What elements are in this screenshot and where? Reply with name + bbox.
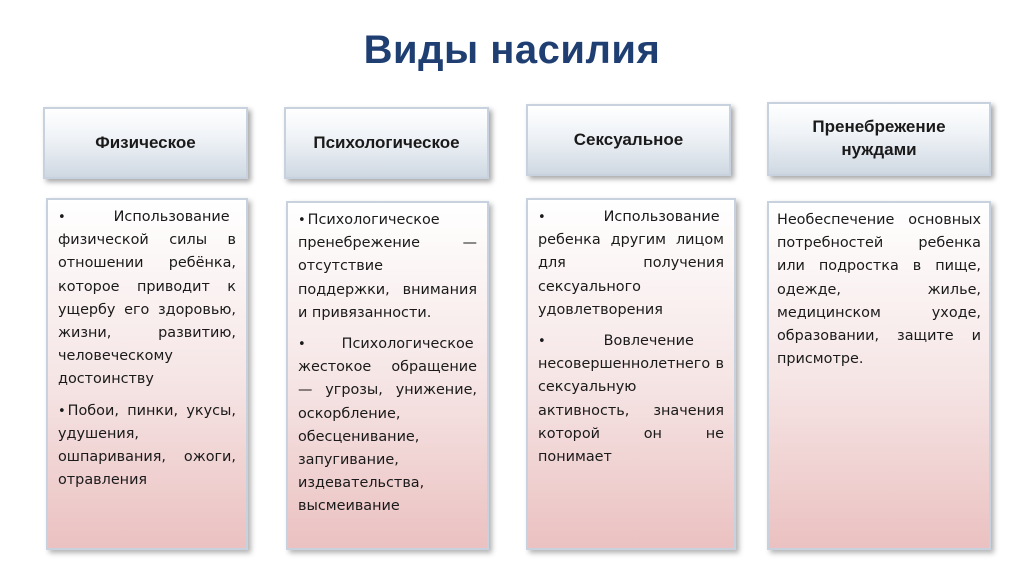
bullet-icon: • [538, 334, 546, 350]
page-title: Виды насилия [363, 28, 661, 72]
bullet-icon: • [298, 337, 306, 353]
header-psychological-label: Психологическое [313, 132, 460, 152]
card-physical [46, 198, 248, 550]
bullet-icon: • [58, 403, 66, 419]
header-sexual [526, 104, 731, 176]
item-text: Психологическое пренебрежение — отсутствие поддержки, внимания и привязанности. [298, 212, 477, 321]
list-item [538, 206, 724, 322]
header-neglect-label: Пренебрежение нуждами [812, 117, 946, 159]
item-text: Использование физической силы в отношении ребёнка, которое приводит к ущербу его здоровью, жизни, развитию, человеческому достоинству [58, 209, 236, 388]
header-physical-label: Физическое [95, 132, 196, 152]
bullet-icon: • [298, 213, 306, 228]
bullet-icon: • [58, 210, 66, 225]
card-neglect [767, 201, 991, 550]
item-text: Использование ребенка другим лицом для получения сексуального удовлетворения [538, 209, 724, 318]
card-psychological [286, 201, 489, 550]
list-item [58, 206, 236, 392]
header-psychological [284, 107, 489, 179]
header-physical [43, 107, 248, 179]
card-sexual [526, 198, 736, 550]
header-sexual-label: Сексуальное [573, 129, 684, 149]
bullet-icon: • [538, 210, 546, 225]
header-neglect [767, 102, 991, 176]
list-item [538, 330, 724, 469]
list-item [298, 333, 477, 519]
item-text: Побои, пинки, укусы, удушения, ошпаривания, ожоги, отравления [58, 402, 236, 489]
list-item [298, 209, 477, 325]
card-text: Необеспечение основных потребностей ребенка или подростка в пище, одежде, жилье, медицинском уходе, образовании, защите и присмотре. [777, 212, 981, 368]
item-text: Психологическое жестокое обращение — угрозы, унижение, оскорбление, обесценивание, запугивание, издевательства, высмеивание [298, 336, 477, 515]
list-item [58, 400, 236, 493]
item-text: Вовлечение несовершеннолетнего в сексуальную активность, значения которой он не понимает [538, 333, 724, 466]
